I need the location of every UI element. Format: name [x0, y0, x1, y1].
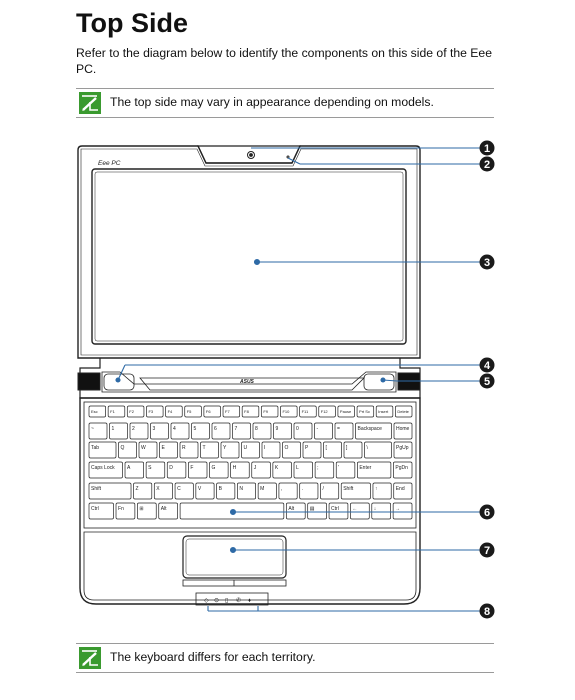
- keyboard-key-label: 6: [214, 426, 217, 432]
- keyboard-key-label: Backspace: [357, 426, 382, 432]
- keyboard-key-label: Tab: [91, 445, 100, 451]
- keyboard-key-label: F5: [186, 409, 192, 414]
- keyboard-key-label: Q: [120, 445, 125, 451]
- keyboard-key-label: F4: [167, 409, 173, 414]
- keyboard-key-label: ↑: [374, 486, 378, 492]
- note-pencil-icon: [78, 646, 102, 670]
- keyboard-key-label: N: [239, 486, 243, 492]
- keyboard-key-label: W: [141, 445, 146, 451]
- callout-number-7: 7: [483, 545, 491, 558]
- svg-text:ASUS: ASUS: [240, 379, 254, 385]
- keyboard-key-label: Ctrl: [91, 506, 99, 512]
- keyboard-key-label: Insert: [378, 409, 389, 414]
- keyboard-key-label: =: [337, 426, 340, 432]
- svg-text:⊙: ⊙: [214, 598, 220, 604]
- lid-outline: [78, 146, 420, 358]
- keyboard-key-label: .: [301, 486, 304, 492]
- keyboard-key-label: Home: [396, 426, 410, 432]
- keyboard-key-label: B: [218, 486, 222, 492]
- keyboard-key-label: Prt Sc: [359, 409, 370, 414]
- callout-markers: [480, 141, 495, 619]
- keyboard-key-label: L: [295, 465, 299, 471]
- keyboard-key-label: O: [284, 445, 289, 451]
- touchpad: [183, 536, 286, 578]
- keyboard-key-label: Esc: [91, 409, 98, 414]
- keyboard-key-label: /: [322, 486, 324, 492]
- keyboard-key-label: H: [232, 465, 237, 471]
- keyboard-key-label: PgUp: [396, 445, 409, 451]
- keyboard-key-label: X: [156, 486, 160, 492]
- keyboard-key-label: Y: [223, 445, 227, 451]
- keyboard-key-label: F6: [205, 409, 211, 414]
- touchpad-button: [183, 580, 286, 586]
- keyboard-key-label: →: [395, 506, 401, 512]
- keyboard-key-label: 4: [173, 426, 176, 432]
- keyboard-key-label: Pause: [339, 409, 352, 414]
- keyboard-key-label: F3: [148, 409, 154, 414]
- keyboard-key-label: F12: [320, 409, 328, 414]
- page-title: Top Side: [76, 8, 188, 38]
- svg-text:✆: ✆: [236, 598, 242, 604]
- callout-number-6: 6: [483, 507, 491, 520]
- keyboard-key-label: -: [316, 426, 319, 432]
- keyboard-key-label: J: [253, 465, 257, 471]
- keyboard-key-label: Alt: [160, 506, 167, 512]
- callout-number-3: 3: [483, 257, 491, 270]
- keyboard-key-label: Alt: [288, 506, 295, 512]
- keyboard-key-label: 3: [152, 426, 156, 432]
- callout-number-5: 5: [483, 376, 491, 389]
- keyboard-key-label: F11: [301, 409, 309, 414]
- keyboard-key-label: ↓: [373, 506, 377, 512]
- keyboard-key-label: F1: [110, 409, 115, 414]
- keyboard-key-label: 5: [193, 426, 197, 432]
- keyboard-key-label: F8: [244, 409, 249, 414]
- keyboard-key-label: G: [211, 465, 216, 471]
- keyboard-key-label: F7: [225, 409, 230, 414]
- keyboard-key-label: F10: [282, 409, 290, 414]
- keyboard-key-label: V: [197, 486, 202, 492]
- keyboard-key-label: S: [148, 465, 152, 471]
- keyboard-key-label: T: [202, 445, 206, 451]
- keyboard-key-label: F9: [263, 409, 268, 414]
- keyboard-key-label: F: [190, 465, 194, 471]
- callout-number-1: 1: [483, 143, 491, 156]
- keyboard-keys: [89, 406, 412, 519]
- keyboard-key-label: ~: [91, 426, 94, 432]
- keyboard-key-label: Shift: [91, 486, 102, 492]
- keyboard-key-label: ;: [317, 465, 319, 471]
- keyboard-key-label: 2: [132, 426, 135, 432]
- keyboard-key-label: Ctrl: [331, 506, 339, 512]
- keyboard-key-label: ]: [346, 445, 348, 451]
- keyboard-key-label: Enter: [359, 465, 372, 471]
- keyboard-key-label: Caps Lock: [91, 465, 115, 471]
- keyboard-key-label: D: [169, 465, 173, 471]
- eee-pc-logo: Eee PC: [98, 160, 121, 167]
- keyboard-key-label: \: [366, 445, 368, 451]
- svg-text:♦: ♦: [248, 598, 252, 604]
- keyboard-key-label: Delete: [397, 409, 409, 414]
- keyboard-key-label: ': [338, 465, 340, 471]
- keyboard-key-label: A: [127, 465, 131, 471]
- keyboard-key-label: P: [305, 445, 309, 451]
- keyboard-key-label: M: [260, 486, 265, 492]
- keyboard-key-label: Fn: [118, 506, 124, 512]
- keyboard-key-label: R: [182, 445, 186, 451]
- note-text-bottom: The keyboard differs for each territory.: [110, 650, 316, 664]
- intro-text: Refer to the diagram below to identify the components on this side of the Eee PC.: [76, 46, 492, 76]
- callout-number-4: 4: [483, 360, 491, 373]
- display-panel: [92, 169, 406, 344]
- keyboard-key-label: 9: [275, 426, 279, 432]
- keyboard-key-label: [: [325, 445, 327, 451]
- keyboard-key-label: ,: [280, 486, 283, 492]
- keyboard-key-label: ▤: [309, 506, 315, 512]
- keyboard-key: [365, 442, 392, 458]
- callout-number-2: 2: [483, 159, 491, 172]
- keyboard-key-label: Z: [135, 486, 139, 492]
- keyboard-key-label: U: [243, 445, 248, 451]
- keyboard-key-label: End: [395, 486, 405, 492]
- callout-number-8: 8: [483, 606, 491, 619]
- keyboard-key-label: I: [264, 445, 266, 451]
- keyboard-key-label: Shift: [343, 486, 354, 492]
- note-text-top: The top side may vary in appearance depending on models.: [110, 95, 434, 109]
- keyboard-key-label: K: [274, 465, 279, 471]
- svg-text:▯: ▯: [225, 598, 229, 604]
- keyboard-key-label: ⊞: [139, 506, 144, 512]
- keyboard-key-label: PgDn: [395, 465, 408, 471]
- keyboard-key-label: F2: [129, 409, 134, 414]
- keyboard-key-label: 0: [296, 426, 299, 432]
- microphone: [287, 156, 289, 158]
- keyboard-key-label: C: [177, 486, 181, 492]
- note-box-bottom: [76, 643, 494, 673]
- keyboard-key-label: 8: [255, 426, 258, 432]
- keyboard-key-label: 7: [234, 426, 238, 432]
- keyboard-key-label: 1: [111, 426, 115, 432]
- keyboard-key-label: E: [161, 445, 165, 451]
- keyboard-key-label: ←: [352, 506, 358, 512]
- svg-text:◇: ◇: [204, 598, 209, 604]
